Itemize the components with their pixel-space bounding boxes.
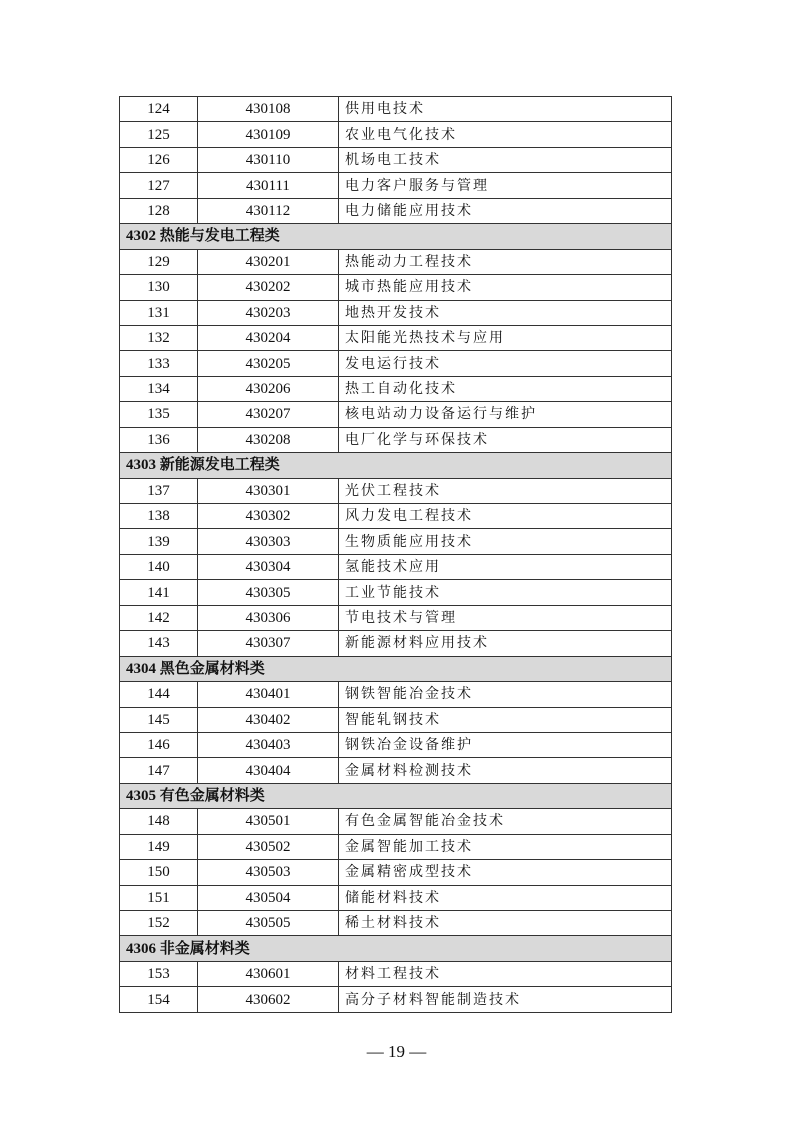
category-label: 4303 新能源发电工程类 (120, 453, 672, 478)
major-name: 材料工程技术 (339, 961, 672, 986)
major-name: 太阳能光热技术与应用 (339, 325, 672, 350)
major-code: 430403 (198, 732, 339, 757)
major-code: 430202 (198, 275, 339, 300)
table-row (120, 987, 672, 1012)
table-row (120, 198, 672, 223)
major-code: 430602 (198, 987, 339, 1012)
major-name: 钢铁智能冶金技术 (339, 682, 672, 707)
category-row (120, 224, 672, 249)
major-code: 430203 (198, 300, 339, 325)
major-code: 430501 (198, 809, 339, 834)
major-name: 机场电工技术 (339, 147, 672, 172)
major-name: 高分子材料智能制造技术 (339, 987, 672, 1012)
table-row (120, 911, 672, 936)
major-name: 节电技术与管理 (339, 605, 672, 630)
major-name: 钢铁冶金设备维护 (339, 732, 672, 757)
major-name: 新能源材料应用技术 (339, 631, 672, 656)
row-number: 141 (120, 580, 198, 605)
row-number: 125 (120, 122, 198, 147)
row-number: 142 (120, 605, 198, 630)
category-row (120, 936, 672, 961)
major-code: 430304 (198, 554, 339, 579)
major-name: 发电运行技术 (339, 351, 672, 376)
major-code: 430204 (198, 325, 339, 350)
table-row (120, 249, 672, 274)
table-row (120, 427, 672, 452)
table-row (120, 809, 672, 834)
table-row (120, 275, 672, 300)
major-name: 风力发电工程技术 (339, 504, 672, 529)
category-label: 4305 有色金属材料类 (120, 783, 672, 808)
table-row (120, 97, 672, 122)
major-name: 金属精密成型技术 (339, 860, 672, 885)
table-row (120, 860, 672, 885)
table-row (120, 631, 672, 656)
major-name: 智能轧钢技术 (339, 707, 672, 732)
row-number: 143 (120, 631, 198, 656)
major-code: 430109 (198, 122, 339, 147)
table-row (120, 605, 672, 630)
major-name: 电厂化学与环保技术 (339, 427, 672, 452)
row-number: 144 (120, 682, 198, 707)
row-number: 133 (120, 351, 198, 376)
row-number: 139 (120, 529, 198, 554)
major-name: 金属材料检测技术 (339, 758, 672, 783)
row-number: 126 (120, 147, 198, 172)
major-name: 农业电气化技术 (339, 122, 672, 147)
major-code: 430108 (198, 97, 339, 122)
major-name: 生物质能应用技术 (339, 529, 672, 554)
major-code: 430503 (198, 860, 339, 885)
major-code: 430201 (198, 249, 339, 274)
table-row (120, 504, 672, 529)
category-label: 4304 黑色金属材料类 (120, 656, 672, 681)
major-name: 工业节能技术 (339, 580, 672, 605)
row-number: 131 (120, 300, 198, 325)
major-name: 电力储能应用技术 (339, 198, 672, 223)
major-catalog-table (119, 96, 672, 1013)
row-number: 148 (120, 809, 198, 834)
table-row (120, 732, 672, 757)
category-label: 4302 热能与发电工程类 (120, 224, 672, 249)
table-row (120, 885, 672, 910)
table-row (120, 300, 672, 325)
major-code: 430504 (198, 885, 339, 910)
table-row (120, 147, 672, 172)
major-code: 430206 (198, 376, 339, 401)
major-name: 热工自动化技术 (339, 376, 672, 401)
major-code: 430402 (198, 707, 339, 732)
table-row (120, 707, 672, 732)
row-number: 138 (120, 504, 198, 529)
major-code: 430205 (198, 351, 339, 376)
major-code: 430111 (198, 173, 339, 198)
major-name: 供用电技术 (339, 97, 672, 122)
major-code: 430502 (198, 834, 339, 859)
row-number: 129 (120, 249, 198, 274)
major-name: 热能动力工程技术 (339, 249, 672, 274)
row-number: 153 (120, 961, 198, 986)
row-number: 146 (120, 732, 198, 757)
table-row (120, 554, 672, 579)
major-name: 城市热能应用技术 (339, 275, 672, 300)
row-number: 124 (120, 97, 198, 122)
category-row (120, 453, 672, 478)
major-code: 430601 (198, 961, 339, 986)
row-number: 136 (120, 427, 198, 452)
table-row (120, 758, 672, 783)
row-number: 150 (120, 860, 198, 885)
major-name: 光伏工程技术 (339, 478, 672, 503)
category-row (120, 656, 672, 681)
major-code: 430306 (198, 605, 339, 630)
major-code: 430505 (198, 911, 339, 936)
major-name: 有色金属智能冶金技术 (339, 809, 672, 834)
major-code: 430307 (198, 631, 339, 656)
row-number: 130 (120, 275, 198, 300)
row-number: 145 (120, 707, 198, 732)
table-row (120, 122, 672, 147)
row-number: 134 (120, 376, 198, 401)
category-row (120, 783, 672, 808)
table-row (120, 529, 672, 554)
table-row (120, 682, 672, 707)
table-row (120, 834, 672, 859)
table-row (120, 376, 672, 401)
major-name: 氢能技术应用 (339, 554, 672, 579)
table-row (120, 173, 672, 198)
table-row (120, 325, 672, 350)
major-code: 430110 (198, 147, 339, 172)
row-number: 127 (120, 173, 198, 198)
page-number: — 19 — (366, 1042, 427, 1061)
row-number: 137 (120, 478, 198, 503)
major-name: 地热开发技术 (339, 300, 672, 325)
major-name: 稀土材料技术 (339, 911, 672, 936)
major-code: 430301 (198, 478, 339, 503)
major-code: 430404 (198, 758, 339, 783)
row-number: 154 (120, 987, 198, 1012)
table-row (120, 402, 672, 427)
major-code: 430207 (198, 402, 339, 427)
row-number: 152 (120, 911, 198, 936)
row-number: 149 (120, 834, 198, 859)
major-code: 430401 (198, 682, 339, 707)
major-name: 储能材料技术 (339, 885, 672, 910)
table-row (120, 478, 672, 503)
major-code: 430208 (198, 427, 339, 452)
table-row (120, 961, 672, 986)
category-label: 4306 非金属材料类 (120, 936, 672, 961)
row-number: 151 (120, 885, 198, 910)
row-number: 147 (120, 758, 198, 783)
row-number: 135 (120, 402, 198, 427)
major-name: 核电站动力设备运行与维护 (339, 402, 672, 427)
table-row (120, 580, 672, 605)
row-number: 140 (120, 554, 198, 579)
major-code: 430112 (198, 198, 339, 223)
table-row (120, 351, 672, 376)
major-name: 电力客户服务与管理 (339, 173, 672, 198)
major-code: 430305 (198, 580, 339, 605)
major-code: 430303 (198, 529, 339, 554)
row-number: 132 (120, 325, 198, 350)
row-number: 128 (120, 198, 198, 223)
major-code: 430302 (198, 504, 339, 529)
major-name: 金属智能加工技术 (339, 834, 672, 859)
